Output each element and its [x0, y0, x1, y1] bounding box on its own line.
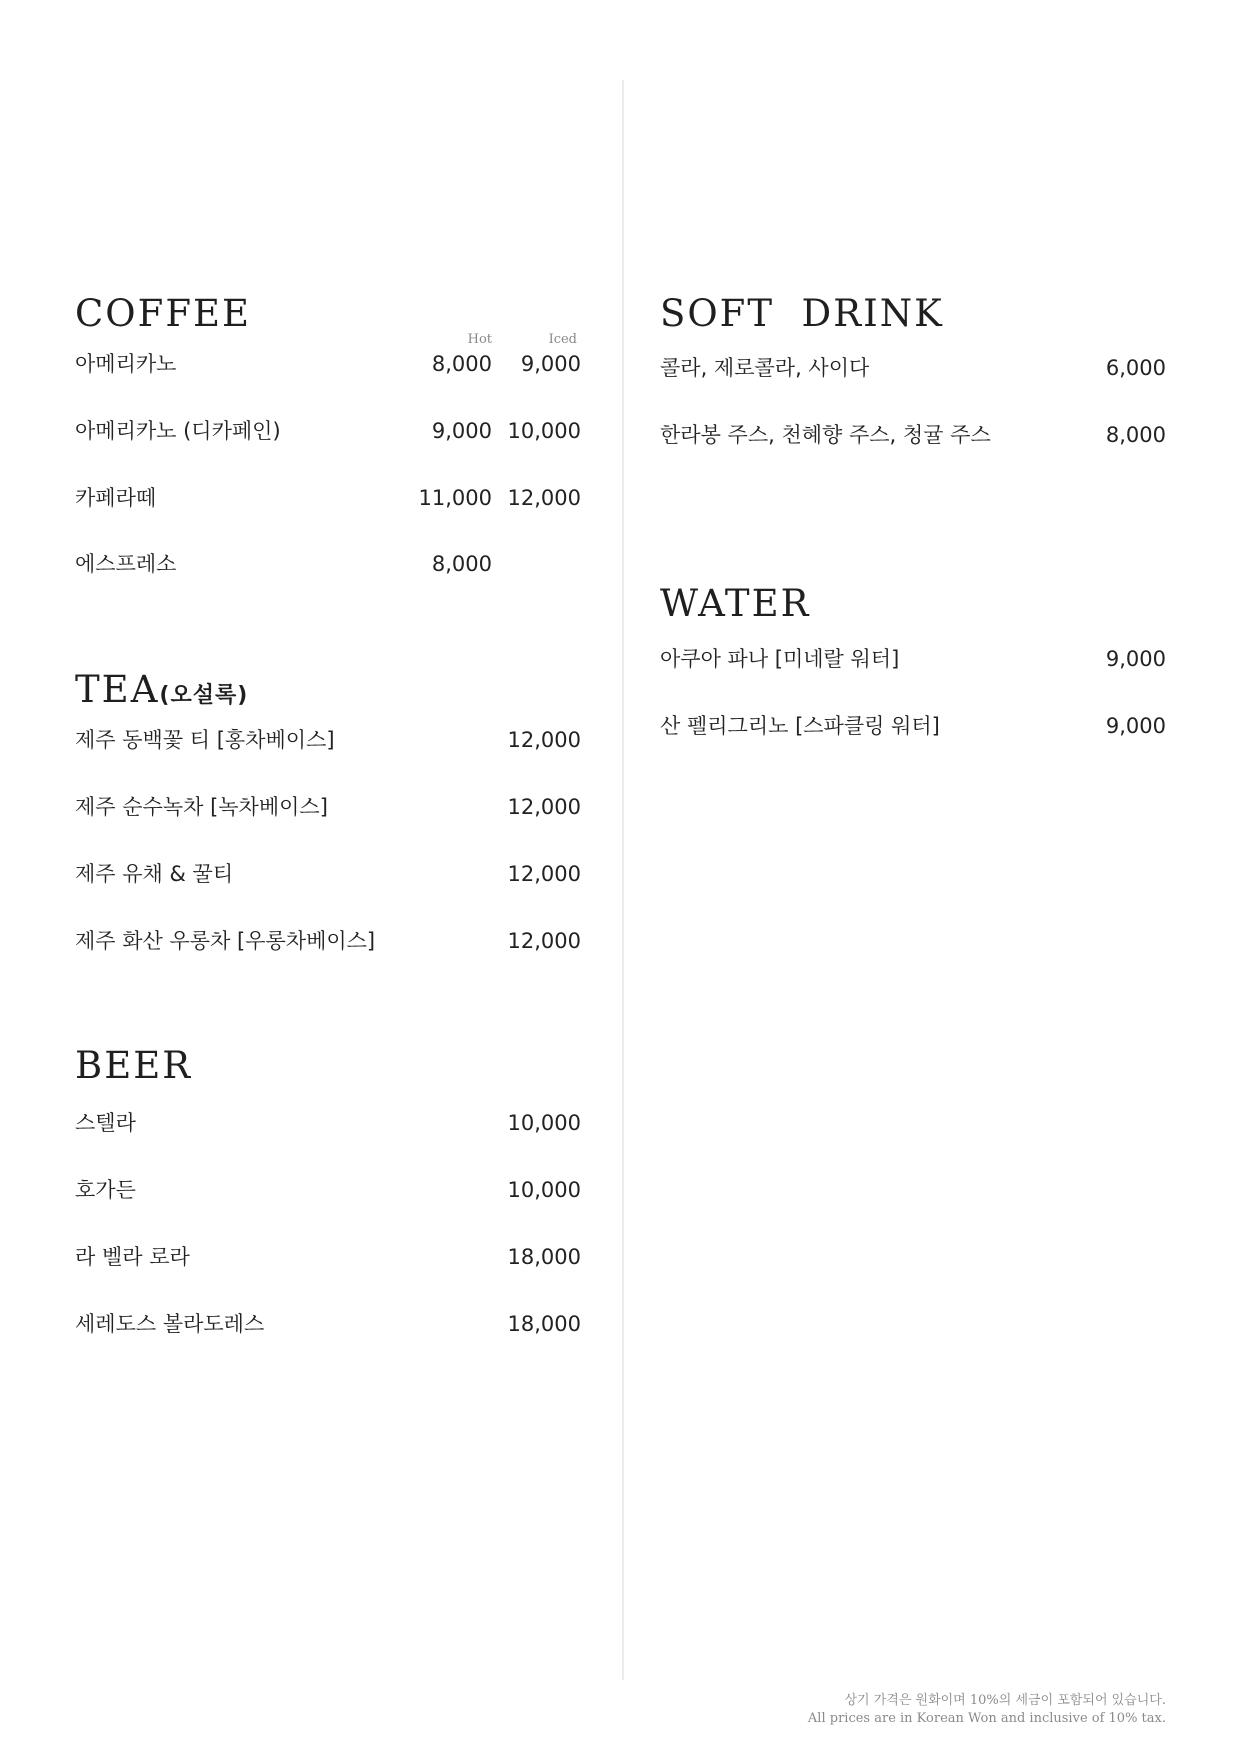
footnote-korean: 상기 가격은 원화이며 10%의 세금이 포함되어 있습니다. [844, 1693, 1166, 1708]
section-title [75, 668, 248, 711]
coffee-section [75, 292, 585, 592]
section-title: WATER [660, 582, 811, 625]
menu-item-price-hot: 8,000 [431, 352, 492, 376]
menu-item-price-iced: 12,000 [507, 486, 581, 510]
beer-section [75, 1044, 585, 1344]
menu-item-name: 제주 화산 우롱차 [우롱차베이스] [75, 929, 376, 953]
menu-item-name: 라 벨라 로라 [75, 1245, 190, 1269]
section-subtitle: (오설록) [159, 683, 249, 708]
section-title: COFFEE [75, 292, 252, 335]
menu-item-name: 아메리카노 [75, 352, 177, 376]
menu-item-price: 12,000 [507, 862, 581, 886]
menu-item-price-hot: 11,000 [418, 486, 492, 510]
menu-item-price-iced: 9,000 [520, 352, 581, 376]
menu-item-name: 제주 유채 & 꿀티 [75, 862, 234, 886]
menu-item-price: 12,000 [507, 795, 581, 819]
menu-item-name: 아메리카노 (디카페인) [75, 419, 281, 443]
tea-section [75, 668, 585, 968]
menu-item-name: 에스프레소 [75, 552, 177, 576]
menu-item-price-hot: 8,000 [431, 552, 492, 576]
water-section [660, 582, 1170, 782]
menu-item-name: 산 펠리그리노 [스파클링 워터] [660, 714, 940, 738]
price-footnote [808, 1692, 1166, 1728]
menu-item-name: 세레도스 볼라도레스 [75, 1312, 265, 1336]
menu-item-name: 한라봉 주스, 천혜향 주스, 청귤 주스 [660, 423, 991, 447]
section-title: SOFT DRINK [660, 292, 944, 335]
soft-drink-section [660, 292, 1170, 492]
menu-item-price: 12,000 [507, 728, 581, 752]
section-title: BEER [75, 1044, 193, 1087]
section-title-main: TEA [75, 668, 160, 711]
menu-item-price: 9,000 [1105, 647, 1166, 671]
menu-item-price: 10,000 [507, 1178, 581, 1202]
menu-item-price: 18,000 [507, 1312, 581, 1336]
menu-item-name: 카페라떼 [75, 486, 157, 510]
page-divider [622, 80, 624, 1680]
menu-item-name: 콜라, 제로콜라, 사이다 [660, 356, 870, 380]
menu-item-name: 호가든 [75, 1178, 136, 1202]
menu-item-name: 아쿠아 파나 [미네랄 워터] [660, 647, 900, 671]
menu-item-price: 9,000 [1105, 714, 1166, 738]
menu-item-name: 스텔라 [75, 1111, 136, 1135]
menu-item-name: 제주 순수녹차 [녹차베이스] [75, 795, 328, 819]
menu-item-price: 12,000 [507, 929, 581, 953]
menu-item-name: 제주 동백꽃 티 [홍차베이스] [75, 728, 335, 752]
menu-item-price: 10,000 [507, 1111, 581, 1135]
menu-item-price: 18,000 [507, 1245, 581, 1269]
column-header-hot: Hot [467, 332, 492, 347]
menu-item-price-hot: 9,000 [431, 419, 492, 443]
footnote-english: All prices are in Korean Won and inclusive of 10% tax. [807, 1711, 1166, 1726]
menu-item-price-iced: 10,000 [507, 419, 581, 443]
menu-item-price: 6,000 [1105, 356, 1166, 380]
menu-item-price: 8,000 [1105, 423, 1166, 447]
menu-item-price-iced [481, 549, 581, 579]
column-header-iced: Iced [548, 332, 577, 347]
